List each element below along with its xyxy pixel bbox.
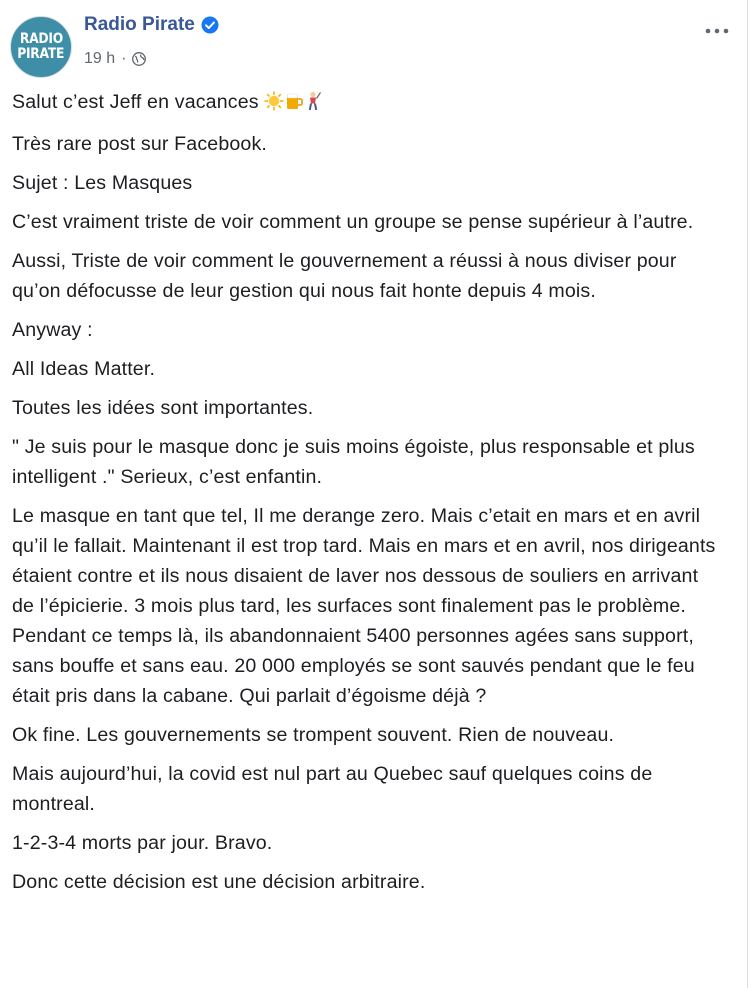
post-paragraph xyxy=(12,87,718,120)
page-name-row xyxy=(84,14,219,36)
post-paragraph: Très rare post sur Facebook. xyxy=(12,133,268,155)
sun-emoji xyxy=(264,90,284,120)
post-paragraph: Mais aujourd’hui, la covid est nul part au Quebec sauf quelques coins de montreal. xyxy=(12,763,653,815)
page-name-link[interactable]: Radio Pirate xyxy=(84,14,195,35)
post-paragraph: Anyway : xyxy=(12,319,93,341)
post-paragraph: Le masque en tant que tel, Il me derange zero. Mais c’etait en mars et en avril qu’il le fallait. Maintenant il est trop tard. Mais en mars et en avril, nos dirigeants étaient contre et ils nous disaient de laver nos dessous de souliers en arrivant de l’épicierie. 3 mois plus tard, les surfaces sont finalement pas le problème. Pendant ce temps là, ils abandonnaient 5400 personnes agées sans support, sans bouffe et sans eau. 20 000 employés se sont sauvés pendant que le feu était pris dans la cabane. Qui parlait d’égoisme déjà ? xyxy=(12,505,716,707)
post-paragraph: Donc cette décision est une décision arbitraire. xyxy=(12,871,426,893)
post-paragraph: C’est vraiment triste de voir comment un groupe se pense supérieur à l’autre. xyxy=(12,211,694,233)
post-paragraph: 1-2-3-4 morts par jour. Bravo. xyxy=(12,832,273,854)
globe-icon[interactable] xyxy=(132,52,146,66)
verified-check-icon xyxy=(201,16,219,34)
post-paragraph: All Ideas Matter. xyxy=(12,358,156,380)
meta-separator: · xyxy=(121,50,127,67)
golfer-emoji xyxy=(304,90,322,120)
post-paragraph: Sujet : Les Masques xyxy=(12,172,193,194)
post-header xyxy=(10,8,747,78)
timestamp-link[interactable]: 19 h xyxy=(84,50,116,67)
post-paragraph: Toutes les idées sont importantes. xyxy=(12,397,314,419)
beer-mug-emoji xyxy=(284,90,304,120)
avatar[interactable] xyxy=(10,16,72,78)
post-body xyxy=(12,87,718,906)
post-paragraph: " Je suis pour le masque donc je suis moins égoiste, plus responsable et plus intelligent ." Serieux, c’est enfantin. xyxy=(12,436,695,488)
avatar-line-2: PIRATE xyxy=(17,46,65,62)
ellipsis-icon xyxy=(705,21,729,39)
paragraph-text: Salut c’est Jeff en vacances xyxy=(12,91,259,113)
post-meta xyxy=(84,50,146,68)
avatar-line-1: RADIO xyxy=(19,31,63,47)
post-paragraph: Aussi, Triste de voir comment le gouvernement a réussi à nous diviser pour qu’on défocusse de leur gestion qui nous fait honte depuis 4 mois. xyxy=(12,250,677,302)
more-options-button[interactable] xyxy=(703,18,731,42)
post-paragraph: Ok fine. Les gouvernements se trompent souvent. Rien de nouveau. xyxy=(12,724,615,746)
